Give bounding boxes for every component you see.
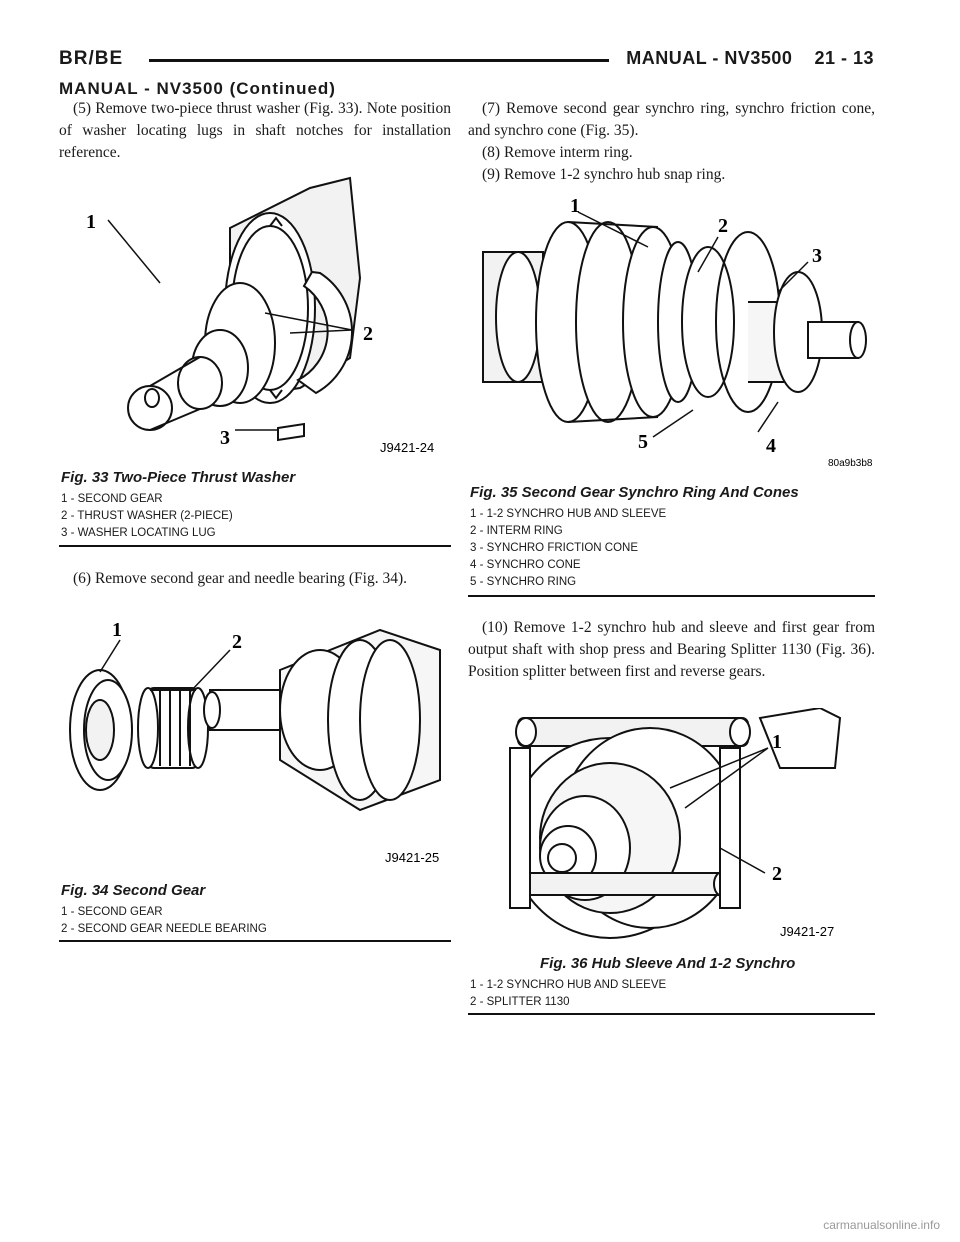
fig36-code: J9421-27 bbox=[780, 924, 835, 939]
fig35-legend-item: 1 - 1-2 SYNCHRO HUB AND SLEEVE bbox=[470, 508, 667, 520]
fig35-callout-4: 4 bbox=[766, 435, 776, 457]
page-header bbox=[59, 44, 874, 74]
fig34-legend-item: 1 - SECOND GEAR bbox=[61, 906, 163, 918]
header-page-number: 21 - 13 bbox=[814, 48, 874, 68]
fig35-legend-item: 5 - SYNCHRO RING bbox=[470, 576, 577, 588]
fig35-callout-3: 3 bbox=[812, 245, 822, 267]
fig33-caption: Fig. 33 Two-Piece Thrust Washer bbox=[61, 469, 296, 486]
step-5: (5) Remove two-piece thrust washer (Fig. 33). Note position of washer locating lugs in shaft notches for installation reference. bbox=[59, 100, 451, 161]
fig33-code: J9421-24 bbox=[380, 440, 435, 455]
fig36-legend-item: 2 - SPLITTER 1130 bbox=[470, 996, 570, 1008]
fig34-rule bbox=[59, 940, 451, 942]
fig33-callout-1: 1 bbox=[86, 211, 96, 233]
fig33-legend bbox=[61, 491, 233, 542]
fig36-legend-item: 1 - 1-2 SYNCHRO HUB AND SLEEVE bbox=[470, 979, 667, 991]
fig35-code: 80a9b3b8 bbox=[828, 458, 873, 469]
step-6: (6) Remove second gear and needle bearing (Fig. 34). bbox=[73, 570, 407, 587]
fig35-illustration bbox=[478, 192, 873, 472]
fig34-illustration bbox=[60, 610, 450, 880]
step-8: (8) Remove interm ring. bbox=[482, 144, 633, 161]
step-10: (10) Remove 1-2 synchro hub and sleeve and first gear from output shaft with shop press and Bearing Splitter 1130 (Fig. 36). Position splitter between first and reverse gears. bbox=[468, 619, 875, 680]
watermark: carmanualsonline.info bbox=[823, 1218, 940, 1232]
fig34-legend-item: 2 - SECOND GEAR NEEDLE BEARING bbox=[61, 923, 267, 935]
fig34-code: J9421-25 bbox=[385, 850, 440, 865]
fig35-caption: Fig. 35 Second Gear Synchro Ring And Cones bbox=[470, 484, 799, 501]
fig35-legend-item: 2 - INTERM RING bbox=[470, 525, 563, 537]
fig36-illustration bbox=[490, 708, 875, 948]
fig33-callout-3: 3 bbox=[220, 427, 230, 449]
fig36-callout-2: 2 bbox=[772, 863, 782, 885]
fig34-callout-1: 1 bbox=[112, 619, 122, 641]
fig35-legend-item: 4 - SYNCHRO CONE bbox=[470, 559, 581, 571]
step-9: (9) Remove 1-2 synchro hub snap ring. bbox=[482, 166, 726, 183]
header-right bbox=[626, 48, 874, 69]
fig33-callout-2: 2 bbox=[363, 323, 373, 345]
header-rule bbox=[149, 59, 609, 62]
left-text-top bbox=[59, 98, 451, 164]
fig35-callout-2: 2 bbox=[718, 215, 728, 237]
fig36-callout-1: 1 bbox=[772, 731, 782, 753]
fig34-caption: Fig. 34 Second Gear bbox=[61, 882, 206, 899]
fig34-legend bbox=[61, 904, 267, 938]
fig36-rule bbox=[468, 1013, 875, 1015]
right-text-top bbox=[468, 98, 875, 186]
fig36-legend bbox=[470, 977, 666, 1011]
section-title: MANUAL - NV3500 (Continued) bbox=[59, 79, 336, 98]
fig34-callout-2: 2 bbox=[232, 631, 242, 653]
header-manual: MANUAL - NV3500 bbox=[626, 48, 793, 68]
fig33-illustration bbox=[80, 168, 445, 460]
fig35-legend bbox=[470, 506, 666, 591]
right-text-step10 bbox=[468, 617, 875, 683]
fig33-legend-item: 1 - SECOND GEAR bbox=[61, 493, 163, 505]
fig35-legend-item: 3 - SYNCHRO FRICTION CONE bbox=[470, 542, 639, 554]
fig36-caption: Fig. 36 Hub Sleeve And 1-2 Synchro bbox=[540, 955, 796, 972]
fig33-legend-item: 2 - THRUST WASHER (2-PIECE) bbox=[61, 510, 233, 522]
left-text-step6 bbox=[59, 568, 451, 590]
step-7: (7) Remove second gear synchro ring, synchro friction cone, and synchro cone (Fig. 35). bbox=[468, 100, 875, 139]
fig33-legend-item: 3 - WASHER LOCATING LUG bbox=[61, 527, 216, 539]
fig35-rule bbox=[468, 595, 875, 597]
fig35-callout-5: 5 bbox=[638, 431, 648, 453]
header-model: BR/BE bbox=[59, 48, 124, 69]
fig33-rule bbox=[59, 545, 451, 547]
fig35-callout-1: 1 bbox=[570, 195, 580, 217]
